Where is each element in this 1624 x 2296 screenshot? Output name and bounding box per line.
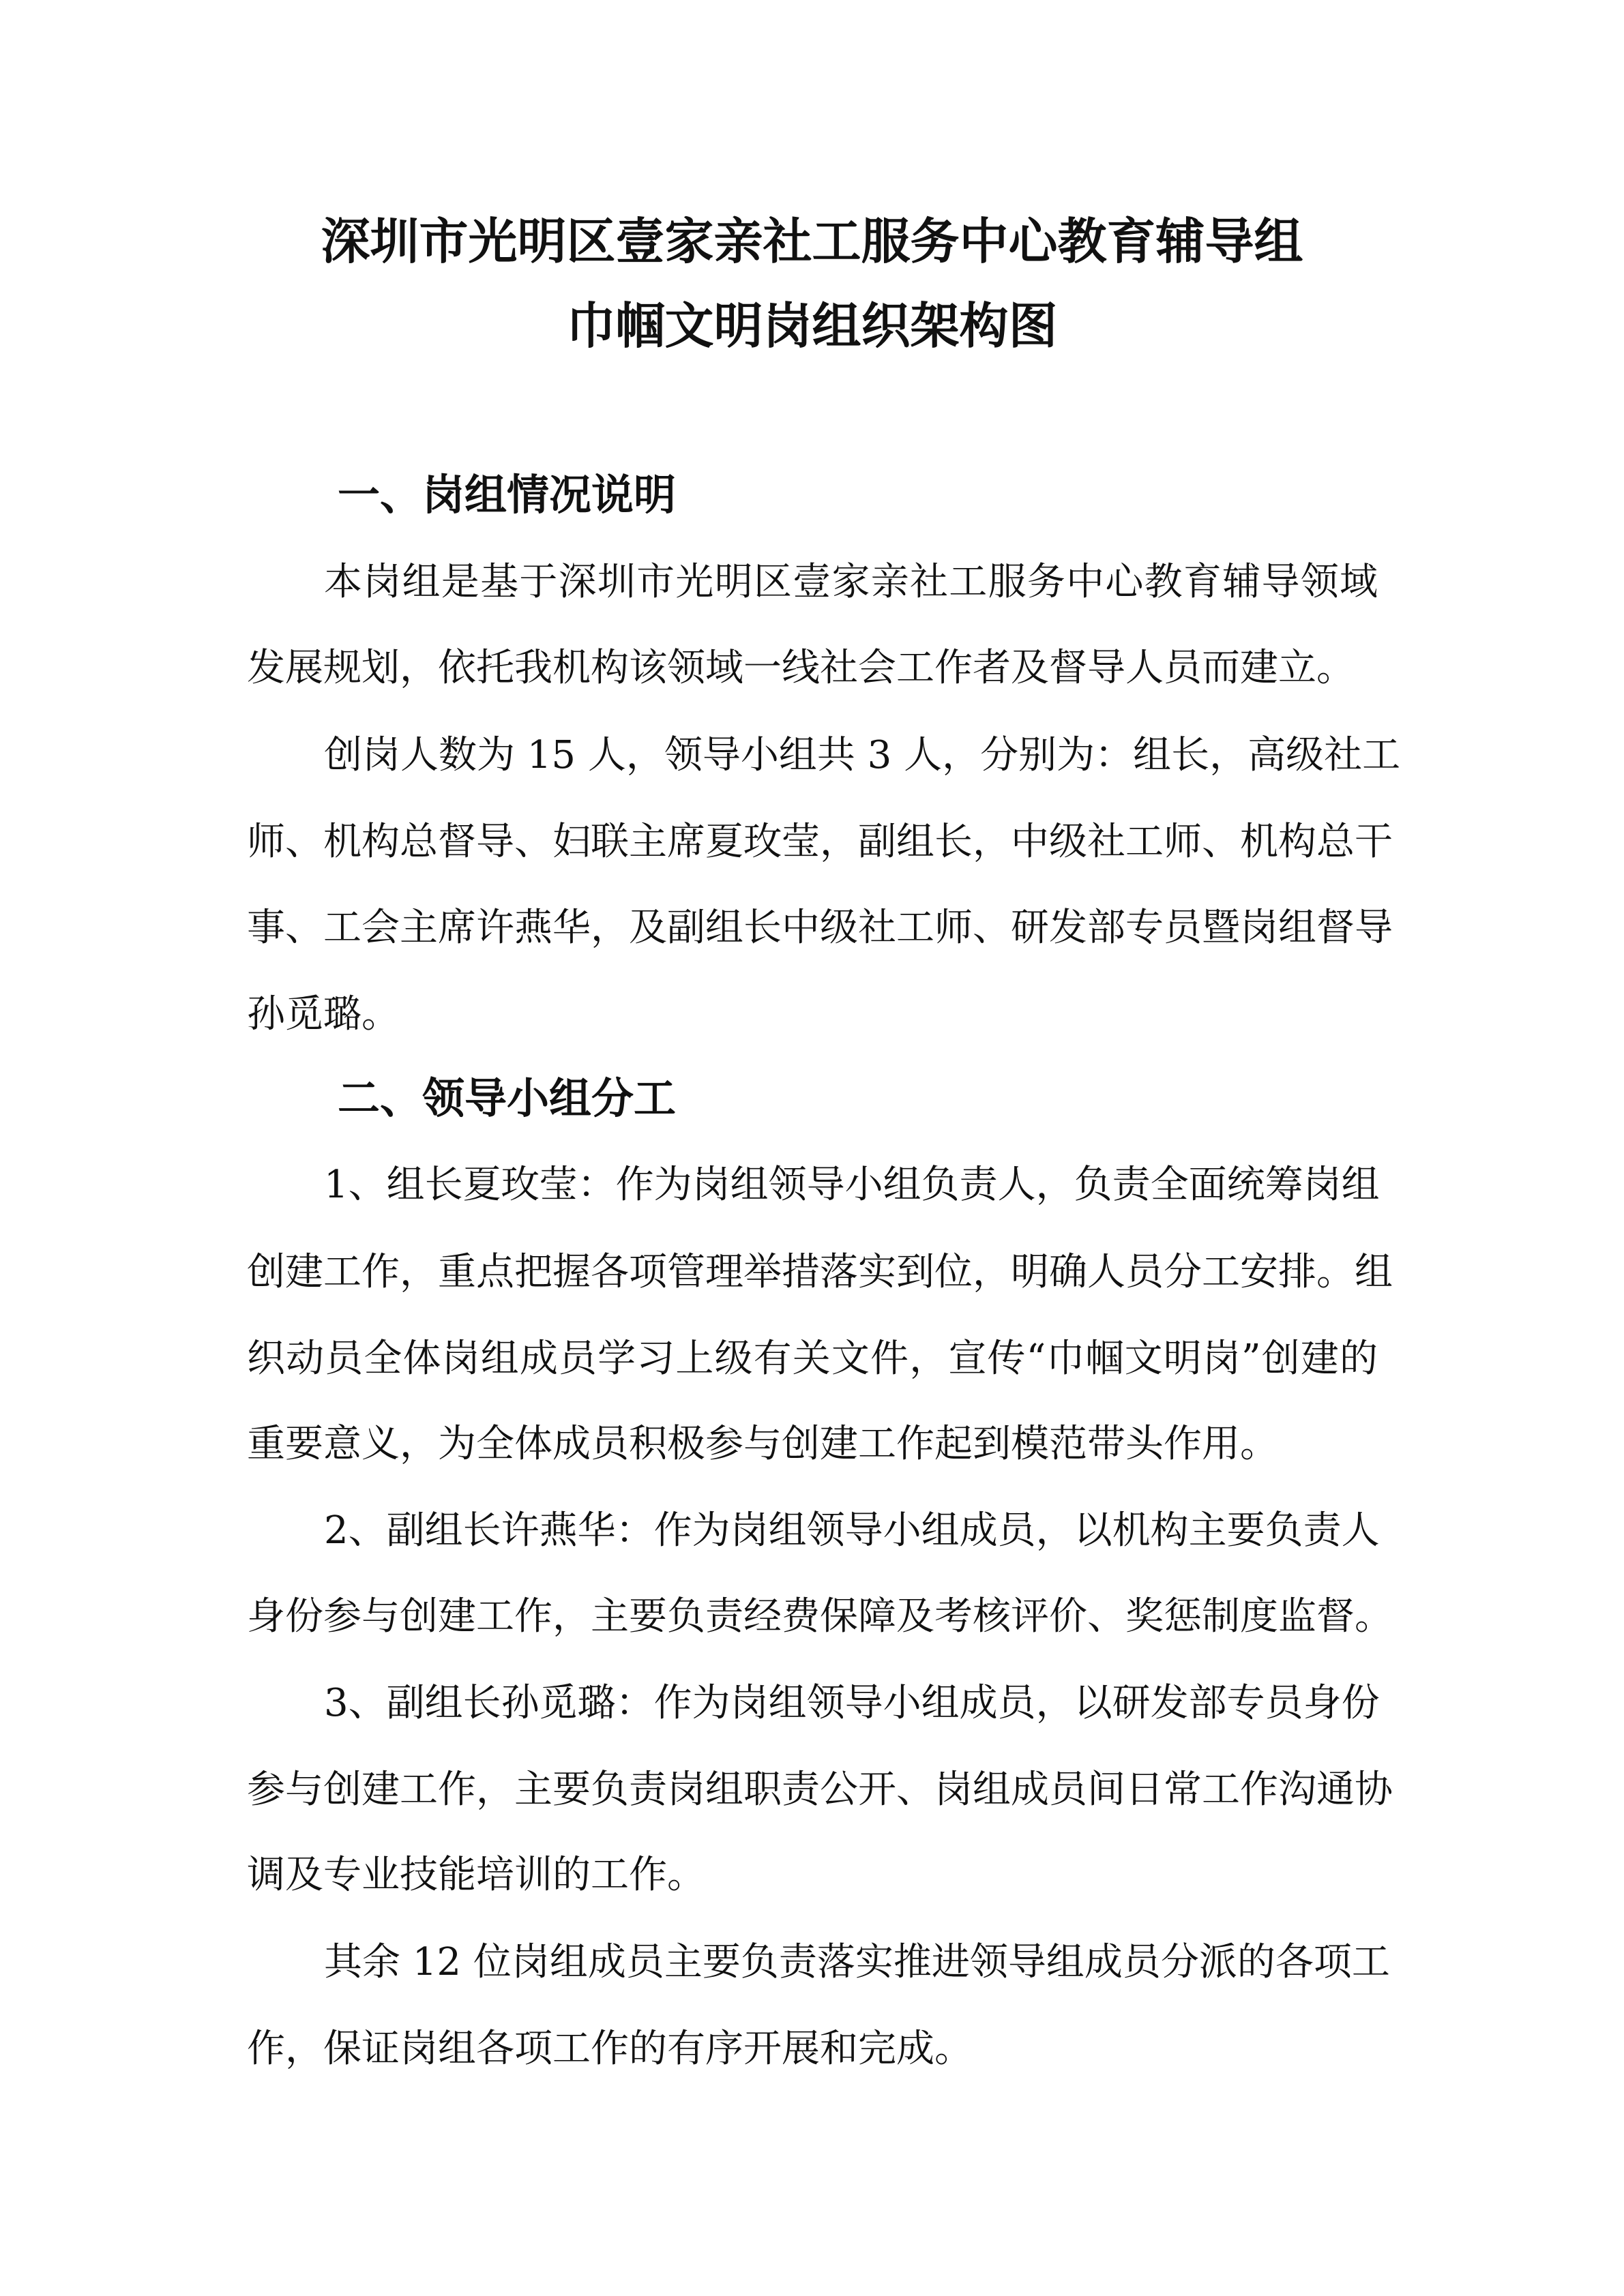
paragraph-line: 重要意义，为全体成员积极参与创建工作起到模范带头作用。 xyxy=(247,1422,1278,1466)
paragraph-line: 事、工会主席许燕华，及副组长中级社工师、研发部专员暨岗组督导 xyxy=(247,906,1393,950)
paragraph-line: 创建工作，重点把握各项管理举措落实到位，明确人员分工安排。组 xyxy=(247,1250,1393,1294)
paragraph-line: 调及专业技能培训的工作。 xyxy=(247,1853,705,1897)
paragraph-line: 参与创建工作，主要负责岗组职责公开、岗组成员间日常工作沟通协 xyxy=(247,1768,1393,1812)
paragraph-line: 其余 12 位岗组成员主要负责落实推进领导组成员分派的各项工 xyxy=(324,1940,1390,1984)
paragraph-line: 2、副组长许燕华：作为岗组领导小组成员，以机构主要负责人 xyxy=(324,1508,1380,1553)
paragraph-line: 身份参与创建工作，主要负责经费保障及考核评价、奖惩制度监督。 xyxy=(247,1594,1393,1639)
section-1-heading: 一、岗组情况说明 xyxy=(338,470,677,520)
paragraph-line: 3、副组长孙觅璐：作为岗组领导小组成员，以研发部专员身份 xyxy=(324,1681,1380,1725)
paragraph-line: 发展规划，依托我机构该领域一线社会工作者及督导人员而建立。 xyxy=(247,646,1355,690)
section-2-heading: 二、领导小组分工 xyxy=(338,1073,677,1123)
paragraph-line: 创岗人数为 15 人，领导小组共 3 人，分别为：组长，高级社工 xyxy=(324,733,1401,777)
paragraph-line: 本岗组是基于深圳市光明区壹家亲社工服务中心教育辅导领域 xyxy=(324,560,1378,604)
title-line-1: 深圳市光明区壹家亲社工服务中心教育辅导组 xyxy=(321,212,1303,270)
paragraph-line: 师、机构总督导、妇联主席夏玫莹，副组长，中级社工师、机构总干 xyxy=(247,820,1393,864)
paragraph-line: 织动员全体岗组成员学习上级有关文件，宣传“巾帼文明岗”创建的 xyxy=(247,1337,1378,1381)
paragraph-line: 1、组长夏玫莹：作为岗组领导小组负责人，负责全面统筹岗组 xyxy=(324,1163,1380,1207)
title-line-2: 巾帼文明岗组织架构图 xyxy=(566,297,1058,355)
paragraph-line: 作，保证岗组各项工作的有序开展和完成。 xyxy=(247,2027,973,2071)
paragraph-line: 孙觅璐。 xyxy=(247,992,400,1037)
